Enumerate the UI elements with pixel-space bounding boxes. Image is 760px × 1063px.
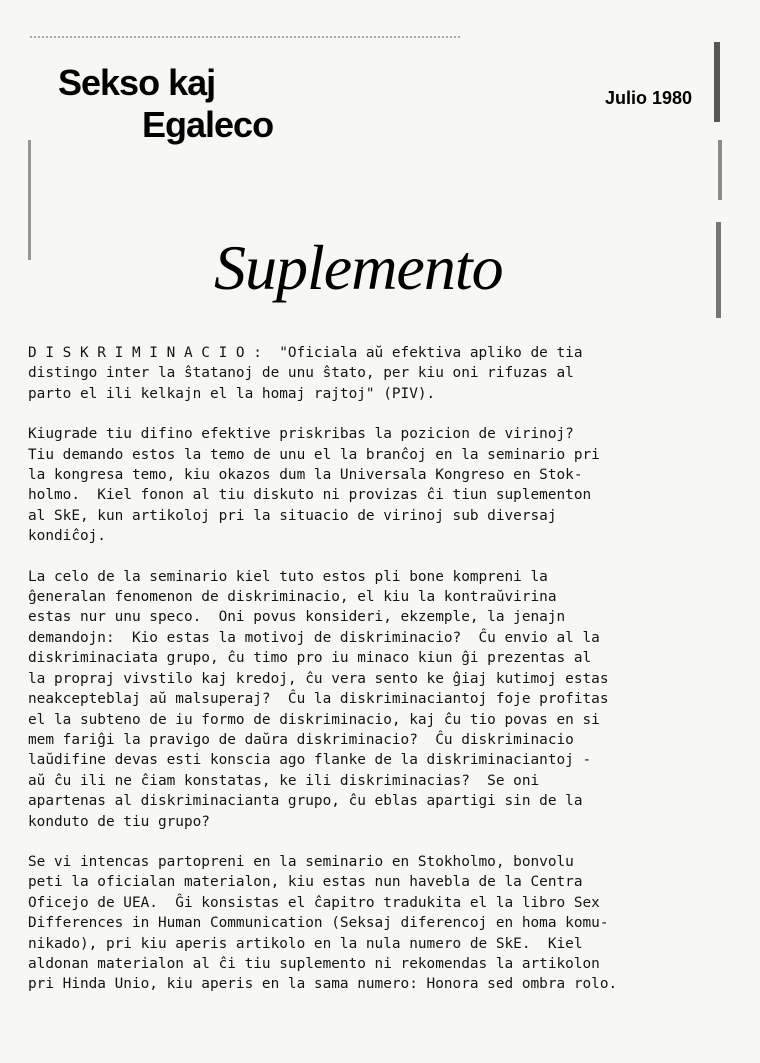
text-line: La celo de la seminario kiel tuto estos pli bone kompreni la [28, 568, 548, 585]
text-line: holmo. Kiel fonon al tiu diskuto ni provizas ĉi tiun suplementon [28, 487, 592, 504]
paragraph [28, 343, 740, 404]
title-line-2: Egaleco [142, 104, 274, 145]
text-line: Tiu demando estos la temo de unu el la branĉoj en la seminario pri [28, 446, 600, 463]
text-line: ĝeneralan fenomenon de diskriminacio, el kiu la kontraŭvirina [28, 589, 557, 606]
scan-artifact [30, 36, 460, 41]
text-line: peti la oficialan materialon, kiu estas nun havebla de la Centra [28, 874, 583, 891]
text-line: la kongresa temo, kiu okazos dum la Universala Kongreso en Stok- [28, 467, 583, 484]
scan-artifact [718, 140, 722, 200]
text-line: aldonan materialon al ĉi tiu suplemento ni rekomendas la artikolon [28, 955, 600, 972]
text-line: konduto de tiu grupo? [28, 813, 210, 830]
text-line: Kiugrade tiu difino efektive priskribas la pozicion de virinoj? [28, 426, 574, 443]
text-line: diskriminaciata grupo, ĉu timo pro iu minaco kiun ĝi prezentas al [28, 650, 592, 667]
scan-artifact [714, 42, 720, 122]
scan-artifact [716, 222, 721, 318]
text-line: Differences in Human Communication (Seksaj diferencoj en homa komu- [28, 915, 609, 932]
text-line: el la subteno de iu formo de diskriminacio, kaj ĉu tio povas en si [28, 711, 600, 728]
issue-date: Julio 1980 [605, 88, 693, 108]
text-line: pri Hinda Unio, kiu aperis en la sama numero: Honora sed ombra rolo. [28, 976, 618, 993]
text-line: laŭdifine devas esti konscia ago flanke de la diskriminaciantoj - [28, 752, 592, 769]
title-line-1: Sekso kaj [58, 62, 216, 103]
text-line: apartenas al diskriminacianta grupo, ĉu eblas apartigi sin de la [28, 793, 583, 810]
text-line: distingo inter la ŝtatanoj de unu ŝtato, per kiu oni rifuzas al [28, 365, 574, 382]
text-line: aŭ ĉu ili ne ĉiam konstatas, ke ili diskriminacias? Se oni [28, 772, 540, 789]
text-line: parto el ili kelkajn el la homaj rajtoj" (PIV). [28, 385, 436, 402]
text-line: neakcepteblaj aŭ malsuperaj? Ĉu la diskriminaciantoj foje profitas [28, 691, 609, 708]
text-line: Oficejo de UEA. Ĝi konsistas el ĉapitro tradukita el la libro Sex [28, 894, 600, 911]
text-line: al SkE, kun artikoloj pri la situacio de virinoj sub diversaj [28, 507, 557, 524]
text-line: estas nur unu speco. Oni povus konsideri, ekzemple, la jenajn [28, 609, 566, 626]
text-line: Se vi intencas partopreni en la seminario en Stokholmo, bonvolu [28, 853, 574, 870]
article-body [28, 343, 740, 1015]
supplement-heading: Suplemento [214, 232, 503, 303]
paragraph [28, 567, 740, 832]
text-line: la propraj vivstilo kaj kredoj, ĉu vera sento ke ĝiaj kutimoj estas [28, 670, 609, 687]
text-line: kondiĉoj. [28, 528, 106, 545]
newsletter-title [58, 62, 273, 146]
paragraph [28, 852, 740, 995]
text-line: D I S K R I M I N A C I O : "Oficiala aŭ efektiva apliko de tia [28, 345, 583, 361]
text-line: nikado), pri kiu aperis artikolo en la nula numero de SkE. Kiel [28, 935, 583, 952]
paragraph [28, 424, 740, 546]
text-line: mem fariĝi la pravigo de daŭra diskriminacio? Ĉu diskriminacio [28, 731, 574, 748]
scan-artifact [28, 140, 31, 260]
text-line: demandojn: Kio estas la motivoj de diskriminacio? Ĉu envio al la [28, 629, 600, 646]
